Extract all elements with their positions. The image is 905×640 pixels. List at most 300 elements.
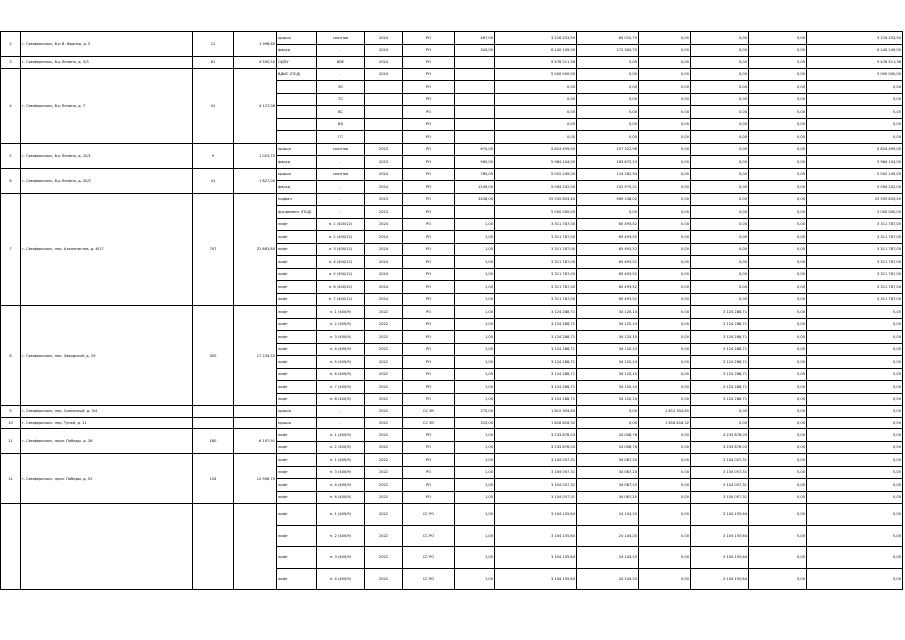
work-type-cell: лифт [277,293,317,306]
construction-control-cell: 0,00 [577,417,639,429]
work-subtype-cell: п. 4 (400/9) [317,343,365,356]
funds-owner-cell: 0,00 [639,193,691,206]
work-type-cell: лифт [277,381,317,394]
work-type-cell: фасад [277,181,317,194]
year-cell: 2022 [365,306,403,319]
work-type-cell: лифт [277,243,317,256]
cost-cell: 5 000 000,00 [495,206,577,219]
fund-method-cell: РО [403,218,455,231]
address-cell: г. Симферополь, б-р Ленина, д. 7 [21,68,193,143]
cost-cell: 3 311 787,00 [495,268,577,281]
volume-cell: 1,00 [455,368,495,381]
address-cell: г. Симферополь, б-р Ленина, д. 5/3 [21,57,193,69]
funds-other-cell: 0,00 [749,547,807,569]
work-subtype-cell: п. 6 (400/9) [317,368,365,381]
volume-cell: 1,00 [455,331,495,344]
funds-other-cell: 0,00 [749,466,807,479]
table-row [1,143,903,156]
fund-method-cell: РО [403,181,455,194]
funds-owner-cell: 0,00 [639,454,691,467]
funds-owner-cell: 0,00 [639,441,691,454]
work-subtype-cell: ВХ [317,118,365,131]
funds-budget-cell: 0,00 [691,131,749,144]
cost-cell: 9 476 511,36 [495,57,577,69]
funds-budget-cell: 0,00 [691,57,749,69]
work-subtype-cell: п. 8 (400/9) [317,393,365,406]
total-cell: 0,00 [807,491,903,504]
fund-method-cell: РО [403,143,455,156]
total-cell: 5 000 000,00 [807,68,903,81]
volume-cell [455,68,495,81]
work-subtype-cell: п. 4 (400/9) [317,568,365,590]
fund-method-cell: РО [403,331,455,344]
construction-control-cell: 65 493,52 [577,243,639,256]
work-subtype-cell: п. 1 (400/9) [317,429,365,442]
funds-other-cell: 0,00 [749,206,807,219]
year-cell: 2022 [365,331,403,344]
address-cell: г. Симферополь, б-р Ленина, д. 20/1 [21,143,193,168]
funds-other-cell: 0,00 [749,106,807,119]
table-row [1,168,903,181]
area-cell: 1 023,70 [234,143,277,168]
work-subtype-cell: - [317,193,365,206]
funds-budget-cell: 3 104 155,64 [691,568,749,590]
funds-other-cell: 0,00 [749,268,807,281]
construction-control-cell: 34 120,10 [577,343,639,356]
total-cell: 3 311 787,00 [807,268,903,281]
work-subtype-cell: ТС [317,93,365,106]
volume-cell [455,57,495,69]
year-cell: 2022 [365,466,403,479]
volume-cell [455,81,495,94]
total-cell: 0,00 [807,441,903,454]
work-subtype-cell: скатная [317,168,365,181]
funds-owner-cell: 0,00 [639,368,691,381]
fund-method-cell: РО [403,343,455,356]
year-cell [365,81,403,94]
work-type-cell: крыша [277,168,317,181]
funds-budget-cell: 3 124 288,71 [691,306,749,319]
funds-owner-cell: 0,00 [639,57,691,69]
work-subtype-cell: - [317,68,365,81]
funds-other-cell: 0,00 [749,393,807,406]
residents-cell: 154 [193,454,234,504]
construction-control-cell: 34 120,10 [577,393,639,406]
work-subtype-cell: п. 2 (400/9) [317,318,365,331]
funds-other-cell: 0,00 [749,429,807,442]
table-row [1,57,903,69]
area-cell: 4 500,50 [234,57,277,69]
work-subtype-cell: п. 7 (400/12) [317,293,365,306]
construction-control-cell: 0,00 [577,406,639,418]
fund-method-cell: СС РО [403,525,455,547]
funds-budget-cell: 0,00 [691,156,749,169]
funds-other-cell: 0,00 [749,454,807,467]
work-type-cell: фундамент (ПСД) [277,206,317,219]
work-type-cell: лифт [277,441,317,454]
work-type-cell: лифт [277,256,317,269]
year-cell: 2024 [365,32,403,45]
construction-control-cell: 0,00 [577,68,639,81]
funds-owner-cell: 0,00 [639,118,691,131]
total-cell: 5 094 202,00 [807,181,903,194]
funds-owner-cell: 0,00 [639,231,691,244]
cost-cell: 5 094 202,00 [495,181,577,194]
fund-method-cell: РО [403,466,455,479]
volume-cell: 1,00 [455,256,495,269]
funds-owner-cell: 0,00 [639,293,691,306]
fund-method-cell: СС УК [403,417,455,429]
volume-cell: 1,00 [455,343,495,356]
construction-control-cell: 0,00 [577,131,639,144]
work-subtype-cell: ЭС [317,81,365,94]
row-number: 5 [1,143,21,168]
funds-budget-cell: 3 104 155,64 [691,547,749,569]
funds-owner-cell: 0,00 [639,93,691,106]
fund-method-cell: РО [403,168,455,181]
volume-cell: 1,00 [455,568,495,590]
funds-owner-cell: 0,00 [639,181,691,194]
fund-method-cell: РО [403,454,455,467]
fund-method-cell: РО [403,256,455,269]
funds-other-cell: 0,00 [749,168,807,181]
year-cell: 2022 [365,381,403,394]
construction-control-cell: 152 975,21 [577,181,639,194]
area-cell: 1 998,60 [234,32,277,57]
volume-cell: 1,00 [455,547,495,569]
residents-cell [193,406,234,418]
residents-cell [193,504,234,590]
fund-method-cell: РО [403,57,455,69]
work-type-cell: лифт [277,525,317,547]
table-row [1,193,903,206]
construction-control-cell: 34 087,20 [577,466,639,479]
work-subtype-cell: ВВЕ [317,57,365,69]
year-cell: 2023 [365,143,403,156]
row-number: 10 [1,417,21,429]
funds-owner-cell: 0,00 [639,143,691,156]
funds-budget-cell: 3 233 876,03 [691,429,749,442]
work-type-cell: лифт [277,479,317,492]
funds-owner-cell: 0,00 [639,429,691,442]
funds-other-cell: 0,00 [749,181,807,194]
work-subtype-cell: ГС [317,131,365,144]
fund-method-cell: РО [403,231,455,244]
work-type-cell: лифт [277,356,317,369]
fund-method-cell: РО [403,243,455,256]
funds-budget-cell: 0,00 [691,181,749,194]
address-cell: г. Симферополь, пер. Тупой, д. 11 [21,417,193,429]
fund-method-cell: РО [403,44,455,57]
funds-other-cell: 0,00 [749,131,807,144]
total-cell: 3 311 787,00 [807,218,903,231]
funds-owner-cell: 0,00 [639,218,691,231]
fund-method-cell: РО [403,106,455,119]
residents-cell: 41 [193,168,234,193]
total-cell: 0,00 [807,547,903,569]
fund-method-cell: РО [403,318,455,331]
address-cell: г. Симферополь, б-р Ленина, д. 20/2 [21,168,193,193]
funds-budget-cell: 3 124 288,71 [691,368,749,381]
volume-cell: 275,00 [455,406,495,418]
year-cell: 2024 [365,281,403,294]
funds-owner-cell: 0,00 [639,106,691,119]
total-cell: 0,00 [807,393,903,406]
funds-other-cell: 0,00 [749,243,807,256]
funds-other-cell: 0,00 [749,525,807,547]
funds-owner-cell: 0,00 [639,568,691,590]
funds-owner-cell: 0,00 [639,331,691,344]
year-cell: 2022 [365,547,403,569]
work-type-cell: фасад [277,156,317,169]
year-cell: 2024 [365,168,403,181]
work-subtype-cell: п. 1 (400/9) [317,454,365,467]
residents-cell [193,417,234,429]
cost-cell: 5 824 499,00 [495,143,577,156]
year-cell: 2022 [365,368,403,381]
volume-cell: 343,00 [455,44,495,57]
construction-control-cell: 34 087,20 [577,491,639,504]
total-cell: 6 140 149,00 [807,44,903,57]
work-type-cell: ОДПУ [277,57,317,69]
work-type-cell: крыша [277,32,317,45]
funds-other-cell: 0,00 [749,318,807,331]
funds-budget-cell: 3 124 288,71 [691,356,749,369]
year-cell: 2022 [365,491,403,504]
work-subtype-cell: п. 5 (400/12) [317,268,365,281]
funds-budget-cell: 0,00 [691,406,749,418]
cost-cell: 0,00 [495,81,577,94]
construction-control-cell: 34 120,10 [577,318,639,331]
funds-budget-cell: 3 104 155,64 [691,525,749,547]
funds-owner-cell: 0,00 [639,393,691,406]
fund-method-cell: РО [403,441,455,454]
row-number: 6 [1,168,21,193]
funds-owner-cell: 0,00 [639,547,691,569]
total-cell: 0,00 [807,479,903,492]
row-number: 7 [1,193,21,306]
row-number: 9 [1,406,21,418]
total-cell: 0,00 [807,381,903,394]
work-type-cell: лифт [277,281,317,294]
year-cell: 2024 [365,44,403,57]
funds-budget-cell: 0,00 [691,81,749,94]
cost-cell: 3 104 155,64 [495,525,577,547]
residents-cell: 9 [193,143,234,168]
construction-control-cell: 65 493,52 [577,218,639,231]
area-cell [234,406,277,418]
funds-budget-cell: 3 233 876,03 [691,441,749,454]
work-type-cell [277,81,317,94]
cost-cell: 3 124 288,71 [495,331,577,344]
funds-owner-cell: 1 616 816,32 [639,417,691,429]
work-type-cell: лифт [277,466,317,479]
work-type-cell [277,93,317,106]
total-cell: 0,00 [807,568,903,590]
table-row [1,454,903,467]
area-cell: 17 234,50 [234,306,277,406]
work-type-cell: лифт [277,268,317,281]
construction-control-cell: 34 120,10 [577,331,639,344]
year-cell: 2022 [365,343,403,356]
funds-budget-cell: 0,00 [691,118,749,131]
fund-method-cell: РО [403,368,455,381]
funds-other-cell: 0,00 [749,231,807,244]
fund-method-cell: РО [403,206,455,219]
total-cell: 0,00 [807,454,903,467]
table-row [1,406,903,418]
year-cell: 2024 [365,57,403,69]
funds-owner-cell: 0,00 [639,343,691,356]
fund-method-cell: РО [403,479,455,492]
cost-cell: 3 124 288,71 [495,368,577,381]
work-type-cell: лифт [277,368,317,381]
funds-owner-cell: 0,00 [639,268,691,281]
cost-cell: 3 124 288,71 [495,356,577,369]
work-type-cell: фасад [277,44,317,57]
total-cell: 0,00 [807,81,903,94]
work-subtype-cell: п. 4 (400/12) [317,256,365,269]
funds-other-cell: 0,00 [749,381,807,394]
address-cell: г. Симферополь, проп. Победы, д. 52 [21,454,193,504]
cost-cell: 1 612 354,85 [495,406,577,418]
address-cell: г. Симферополь, проп. Победы, д. 36 [21,429,193,454]
funds-other-cell: 0,00 [749,281,807,294]
address-cell: г. Симферополь, б-р И. Франко, д. 5 [21,32,193,57]
funds-budget-cell: 0,00 [691,44,749,57]
construction-control-cell: 0,00 [577,57,639,69]
work-type-cell: крыша [277,417,317,429]
total-cell: 0,00 [807,343,903,356]
construction-control-cell: 34 120,10 [577,306,639,319]
funds-other-cell: 0,00 [749,57,807,69]
funds-other-cell: 0,00 [749,143,807,156]
cost-cell: 3 104 057,31 [495,466,577,479]
total-cell: 0,00 [807,106,903,119]
year-cell [365,93,403,106]
funds-owner-cell: 0,00 [639,525,691,547]
volume-cell: 1,00 [455,429,495,442]
work-subtype-cell: п. 1 (400/9) [317,306,365,319]
cost-cell: 3 233 876,03 [495,441,577,454]
funds-other-cell: 0,00 [749,193,807,206]
row-number: 2 [1,32,21,57]
construction-control-cell: 24 104,20 [577,525,639,547]
work-type-cell: лифт [277,218,317,231]
cost-cell: 3 124 288,71 [495,393,577,406]
funds-owner-cell: 0,00 [639,206,691,219]
construction-control-cell: 34 120,10 [577,368,639,381]
volume-cell: 1,00 [455,454,495,467]
volume-cell: 1,00 [455,306,495,319]
year-cell [365,106,403,119]
fund-method-cell: РО [403,93,455,106]
volume-cell: 1,00 [455,318,495,331]
year-cell [365,131,403,144]
work-type-cell: ВДИС (ПСД) [277,68,317,81]
total-cell: 3 311 787,00 [807,231,903,244]
residents-cell: 320 [193,306,234,406]
work-subtype-cell: п. 3 (400/9) [317,331,365,344]
volume-cell [455,118,495,131]
fund-method-cell: РО [403,118,455,131]
funds-other-cell: 0,00 [749,504,807,526]
fund-method-cell: РО [403,393,455,406]
construction-control-cell: 65 493,52 [577,293,639,306]
fund-method-cell: РО [403,281,455,294]
funds-other-cell: 0,00 [749,356,807,369]
funds-other-cell: 0,00 [749,293,807,306]
work-subtype-cell: п. 1 (400/9) [317,504,365,526]
volume-cell: 1,00 [455,393,495,406]
fund-method-cell: РО [403,32,455,45]
total-cell: 0,00 [807,429,903,442]
residents-cell: 41 [193,68,234,143]
construction-control-cell: 34 087,20 [577,479,639,492]
work-subtype-cell: п. 3 (400/9) [317,547,365,569]
fund-method-cell: РО [403,156,455,169]
work-type-cell: лифт [277,454,317,467]
construction-control-cell: 172 300,75 [577,44,639,57]
volume-cell: 1,00 [455,491,495,504]
funds-other-cell: 0,00 [749,343,807,356]
total-cell: 0,00 [807,356,903,369]
work-subtype-cell: - [317,206,365,219]
cost-cell: 3 104 155,64 [495,568,577,590]
year-cell: 2024 [365,68,403,81]
construction-control-cell: 0,00 [577,106,639,119]
fund-method-cell: СС РО [403,568,455,590]
total-cell: 5 824 499,00 [807,143,903,156]
funds-other-cell: 0,00 [749,417,807,429]
cost-cell: 3 104 155,64 [495,547,577,569]
cost-cell: 3 104 057,31 [495,479,577,492]
funds-owner-cell: 0,00 [639,168,691,181]
funds-other-cell: 0,00 [749,81,807,94]
work-subtype-cell: - [317,406,365,418]
construction-control-cell: 64 010,75 [577,32,639,45]
cost-cell: 3 124 288,71 [495,343,577,356]
year-cell: 2022 [365,393,403,406]
construction-control-cell: 34 120,10 [577,381,639,394]
funds-other-cell: 0,00 [749,218,807,231]
volume-cell: 1,00 [455,504,495,526]
residents-cell: 707 [193,193,234,306]
cost-cell: 1 616 816,32 [495,417,577,429]
funds-owner-cell: 0,00 [639,32,691,45]
year-cell: 2022 [365,504,403,526]
work-subtype-cell: - [317,181,365,194]
funds-other-cell: 0,00 [749,491,807,504]
volume-cell: 1,00 [455,356,495,369]
cost-cell: 3 311 787,00 [495,231,577,244]
table-row [1,32,903,45]
fund-method-cell: РО [403,131,455,144]
cost-cell: 3 124 288,71 [495,381,577,394]
year-cell: 2024 [365,293,403,306]
fund-method-cell: СС УК [403,406,455,418]
area-cell [234,504,277,590]
work-subtype-cell: п. 2 (400/12) [317,231,365,244]
funds-owner-cell: 0,00 [639,256,691,269]
year-cell: 2022 [365,441,403,454]
funds-budget-cell: 0,00 [691,268,749,281]
funds-owner-cell: 0,00 [639,156,691,169]
funds-budget-cell: 3 124 288,71 [691,381,749,394]
construction-control-cell: 24 104,20 [577,504,639,526]
work-subtype-cell: п. 6 (400/9) [317,491,365,504]
year-cell: 2023 [365,206,403,219]
